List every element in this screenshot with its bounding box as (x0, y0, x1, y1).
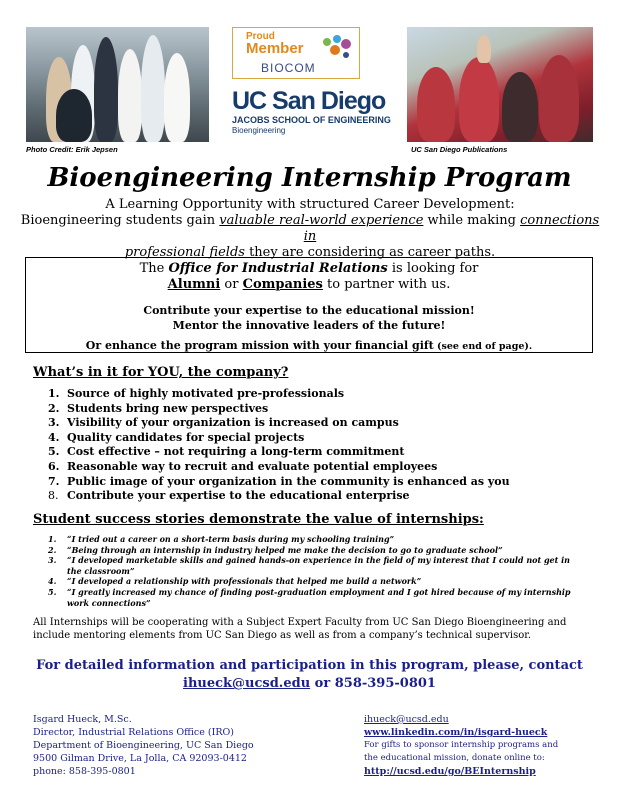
intro-text-a: Bioengineering students gain (20, 213, 220, 228)
biocom-member: Member (246, 40, 304, 57)
footer-links (364, 713, 599, 778)
item-text: Cost effective – not requiring a long-term commitment (67, 445, 405, 459)
contact-line-1: For detailed information and participation in this program, please, contact (36, 658, 583, 673)
intro-emph-fields: professional fields (124, 245, 245, 260)
stories-heading: Student success stories demonstrate the value of internships: (33, 512, 484, 527)
item-text: Quality candidates for special projects (67, 430, 305, 444)
photo-credit: Photo Credit: Erik Jepsen (26, 145, 118, 154)
list-item (48, 475, 510, 490)
callout-text-c: to partner with us. (322, 277, 451, 292)
item-text: Visibility of your organization is increased on campus (67, 416, 399, 430)
biocom-member-logo (232, 27, 360, 79)
quote-text: “I tried out a career on a short-term basis during my schooling training” (67, 534, 395, 544)
alumni-label: Alumni (167, 277, 221, 292)
item-number: 2. (48, 401, 60, 415)
contact-email-link[interactable]: ihueck@ucsd.edu (183, 676, 311, 691)
contact-line-2 (0, 675, 619, 693)
intro-emph-experience: valuable real-world experience (219, 213, 424, 228)
item-number: 7. (48, 474, 60, 488)
callout-text-b: is looking for (387, 261, 479, 276)
page-title: Bioengineering Internship Program (47, 163, 572, 193)
list-item (48, 534, 573, 545)
stories-list (48, 534, 573, 608)
benefits-list (48, 387, 510, 504)
financial-note: (see end of page). (433, 341, 533, 352)
callout-or: or (220, 277, 243, 292)
intro-line-1: A Learning Opportunity with structured Career Development: (105, 197, 515, 212)
linkedin-link[interactable]: www.linkedin.com/in/isgard-hueck (364, 727, 548, 738)
quote-text: “I developed marketable skills and gained hands-on experience in the field of my interest that I could not get in the classroom” (67, 555, 570, 576)
contact-phone: or 858-395-0801 (310, 676, 436, 691)
students-group-photo (26, 27, 209, 142)
item-number: 4. (48, 576, 57, 587)
intro-line-2 (20, 213, 600, 245)
item-number: 4. (48, 430, 60, 444)
footer-email-link[interactable]: ihueck@ucsd.edu (364, 714, 449, 725)
office-name: Office for Industrial Relations (168, 261, 388, 276)
sig-phone: phone: 858-395-0801 (33, 766, 136, 777)
item-text: Source of highly motivated pre-professionals (67, 387, 345, 400)
list-item (48, 402, 510, 417)
campus-celebration-photo (407, 27, 593, 142)
quote-text: “I greatly increased my chance of finding post-graduation employment and I got hired because of my internship work connections” (67, 586, 571, 608)
list-item (48, 416, 510, 431)
list-item (48, 445, 510, 460)
partnership-callout-box (25, 257, 593, 353)
item-number: 8. (48, 489, 59, 503)
item-text: Public image of your organization in the community is enhanced as you (67, 474, 510, 488)
financial-text: Or enhance the program mission with your financial gift (85, 339, 434, 352)
companies-label: Companies (242, 277, 323, 292)
sig-address: 9500 Gilman Drive, La Jolla, CA 92093-0412 (33, 753, 247, 764)
item-number: 3. (48, 555, 57, 566)
item-text: Contribute your expertise to the educational enterprise (67, 489, 410, 503)
intro-emph-connections: connections in (303, 213, 600, 244)
benefits-heading: What’s in it for YOU, the company? (33, 365, 289, 380)
contact-callout (0, 657, 619, 693)
gift-text-2: the educational mission, donate online to: (364, 753, 545, 763)
item-text: Students bring new perspectives (67, 401, 269, 415)
financial-gift-line (26, 339, 592, 352)
list-item (48, 576, 573, 587)
list-item (48, 555, 573, 576)
callout-text-a: The (139, 261, 169, 276)
gift-text-1: For gifts to sponsor internship programs and (364, 740, 559, 750)
sig-name: Isgard Hueck, M.Sc. (33, 714, 132, 725)
intro-text-b: while making (423, 213, 521, 228)
item-number: 5. (48, 586, 57, 597)
mentor-line: Mentor the innovative leaders of the future! (172, 319, 446, 332)
biocom-name: BIOCOM (261, 61, 316, 75)
intro-text (20, 197, 600, 261)
biocom-dots-icon (321, 34, 353, 60)
ucsd-school-name: JACOBS SCHOOL OF ENGINEERING (232, 115, 391, 125)
item-number: 1. (48, 387, 60, 400)
list-item (48, 460, 510, 475)
cooperation-paragraph: All Internships will be cooperating with a Subject Expert Faculty from UC San Diego Bioengineering and include mentoring elements from UC San Diego as well as from a company’s technical supervisor. (33, 617, 567, 641)
list-item (48, 545, 573, 556)
list-item (48, 587, 573, 608)
donate-link[interactable]: http://ucsd.edu/go/BEInternship (364, 766, 536, 777)
ucsd-jacobs-logo (232, 89, 391, 136)
sig-dept: Department of Bioengineering, UC San Diego (33, 740, 254, 751)
quote-text: “Being through an internship in industry helped me make the decision to go to graduate school” (67, 544, 503, 555)
quote-text: “I developed a relationship with professionals that helped me build a network” (67, 576, 422, 587)
biocom-proud: Proud (246, 31, 275, 42)
item-text: Reasonable way to recruit and evaluate potential employees (67, 459, 438, 473)
item-number: 6. (48, 459, 60, 473)
list-item (48, 489, 510, 504)
item-number: 1. (48, 534, 57, 544)
ucsd-dept-name: Bioengineering (232, 126, 286, 135)
ucsd-wordmark: UC San Diego (232, 87, 386, 115)
director-signature (33, 713, 254, 778)
item-number: 5. (48, 445, 60, 459)
item-number: 2. (48, 544, 57, 555)
list-item (48, 431, 510, 446)
contribute-line: Contribute your expertise to the educational mission! (143, 304, 475, 317)
callout-office-line (26, 261, 592, 276)
sig-title: Director, Industrial Relations Office (IRO) (33, 727, 234, 738)
item-number: 3. (48, 416, 60, 430)
list-item (48, 387, 510, 402)
intro-text-c: they are considering as career paths. (244, 245, 496, 260)
publications-credit: UC San Diego Publications (411, 145, 508, 154)
callout-partner-line (26, 277, 592, 292)
